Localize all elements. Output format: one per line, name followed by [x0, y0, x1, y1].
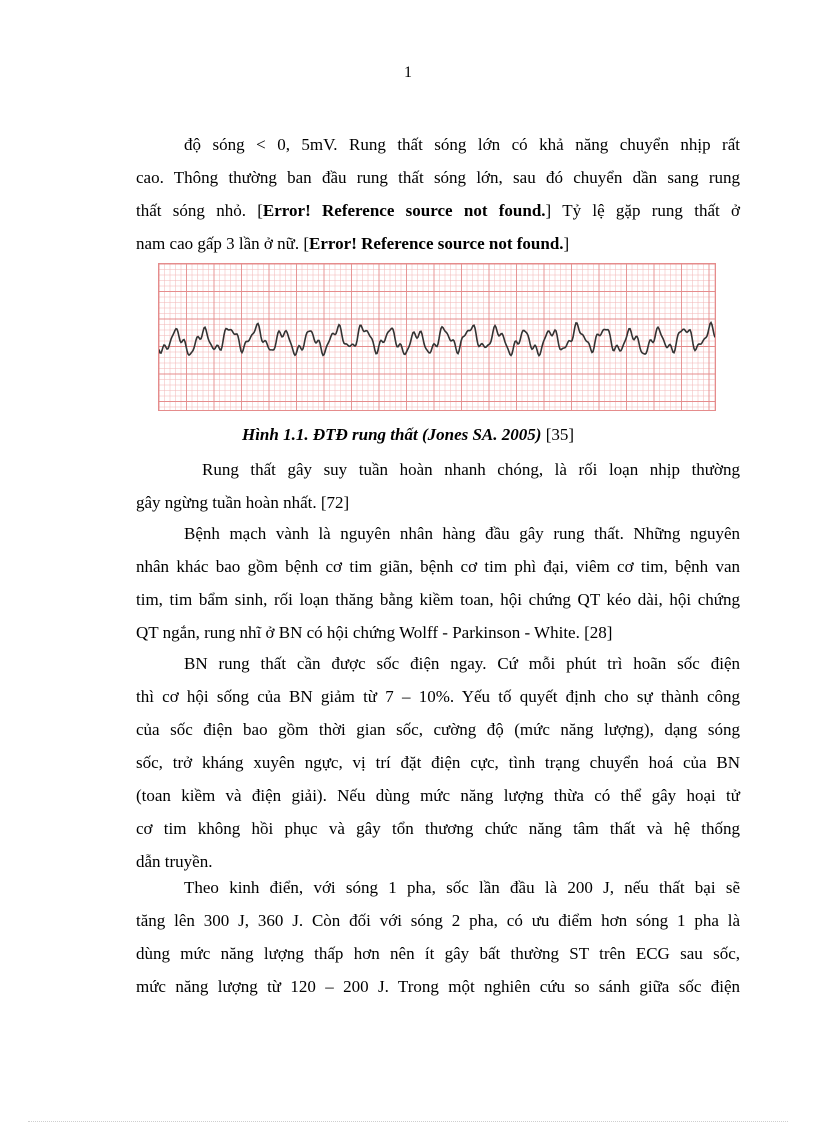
ecg-strip-image — [159, 264, 715, 410]
text-line: QT ngắn, rung nhĩ ở BN có hội chứng Wolff - Parkinson - White. [28] — [136, 623, 613, 642]
caption-title: Hình 1.1. ĐTĐ rung thất (Jones SA. 2005) — [241, 425, 542, 444]
text-line: (toan kiềm và điện giải). Nếu dùng mức năng lượng thừa có thể gây hoại tử — [136, 786, 740, 805]
ecg-trace — [159, 323, 715, 356]
text-line: tim, tim bẩm sinh, rối loạn thăng bằng kiềm toan, hội chứng QT kéo dài, hội chứng — [136, 590, 740, 609]
text-line: dùng mức năng lượng thấp hơn nên ít gây bất thường ST trên ECG sau sốc, — [136, 944, 740, 963]
caption-reference: [35] — [541, 425, 575, 444]
text-line: Theo kinh điển, với sóng 1 pha, sốc lần đầu là 200 J, nếu thất bại sẽ — [184, 878, 740, 897]
text-line: tăng lên 300 J, 360 J. Còn đối với sóng 2 pha, có ưu điểm hơn sóng 1 pha là — [136, 911, 740, 930]
text-line: Bệnh mạch vành là nguyên nhân hàng đầu gây rung thất. Những nguyên — [184, 524, 740, 543]
paragraph-vf-amplitude — [136, 128, 740, 260]
text-line: Rung thất gây suy tuần hoàn nhanh chóng, là rối loạn nhịp thường — [202, 460, 740, 479]
text-line: BN rung thất cần được sốc điện ngay. Cứ mỗi phút trì hoãn sốc điện — [184, 654, 740, 673]
text-line: gây ngừng tuần hoàn nhất. [72] — [136, 493, 350, 512]
paragraph-vf-consequence — [136, 453, 740, 519]
text-line: nhân khác bao gồm bệnh cơ tim giãn, bệnh cơ tim phì đại, viêm cơ tim, bệnh van — [136, 557, 740, 576]
text-line: cơ tim không hồi phục và gây tổn thương chức năng tâm thất và hệ thống — [136, 819, 740, 838]
text-line: độ sóng < 0, 5mV. Rung thất sóng lớn có khả năng chuyển nhịp rất — [184, 135, 740, 154]
text-line: mức năng lượng từ 120 – 200 J. Trong một nghiên cứu so sánh giữa sốc điện — [136, 977, 740, 996]
paragraph-shock-energy — [136, 871, 740, 1003]
text-line: sốc, trở kháng xuyên ngực, vị trí đặt điện cực, tình trạng chuyển hoá của BN — [136, 753, 740, 772]
text-line: cao. Thông thường ban đầu rung thất sóng lớn, sau đó chuyển dần sang rung — [136, 168, 740, 187]
page-number: 1 — [404, 64, 412, 81]
reference-error: Error! Reference source not found. — [309, 234, 564, 253]
paragraph-defibrillation — [136, 647, 740, 878]
text-line: của sốc điện bao gồm thời gian sốc, cường độ (mức năng lượng), dạng sóng — [136, 720, 740, 739]
text-span: ] Tỷ lệ gặp rung thất ở — [545, 201, 740, 220]
paragraph-vf-causes — [136, 517, 740, 649]
text-line: thì cơ hội sống của BN giảm từ 7 – 10%. Yếu tố quyết định cho sự thành công — [136, 687, 740, 706]
ecg-figure — [158, 263, 716, 411]
text-span: thất sóng nhỏ. [ — [136, 201, 263, 220]
text-span: nam cao gấp 3 lần ở nữ. [ — [136, 234, 310, 253]
text-line — [136, 227, 740, 260]
text-line: dẫn truyền. — [136, 852, 213, 871]
text-span: ] — [563, 234, 570, 253]
text-line — [136, 194, 740, 227]
page-bottom-rule — [28, 1121, 788, 1122]
reference-error: Error! Reference source not found. — [262, 201, 546, 220]
figure-caption — [0, 425, 816, 445]
ecg-grid-minor — [159, 264, 715, 410]
